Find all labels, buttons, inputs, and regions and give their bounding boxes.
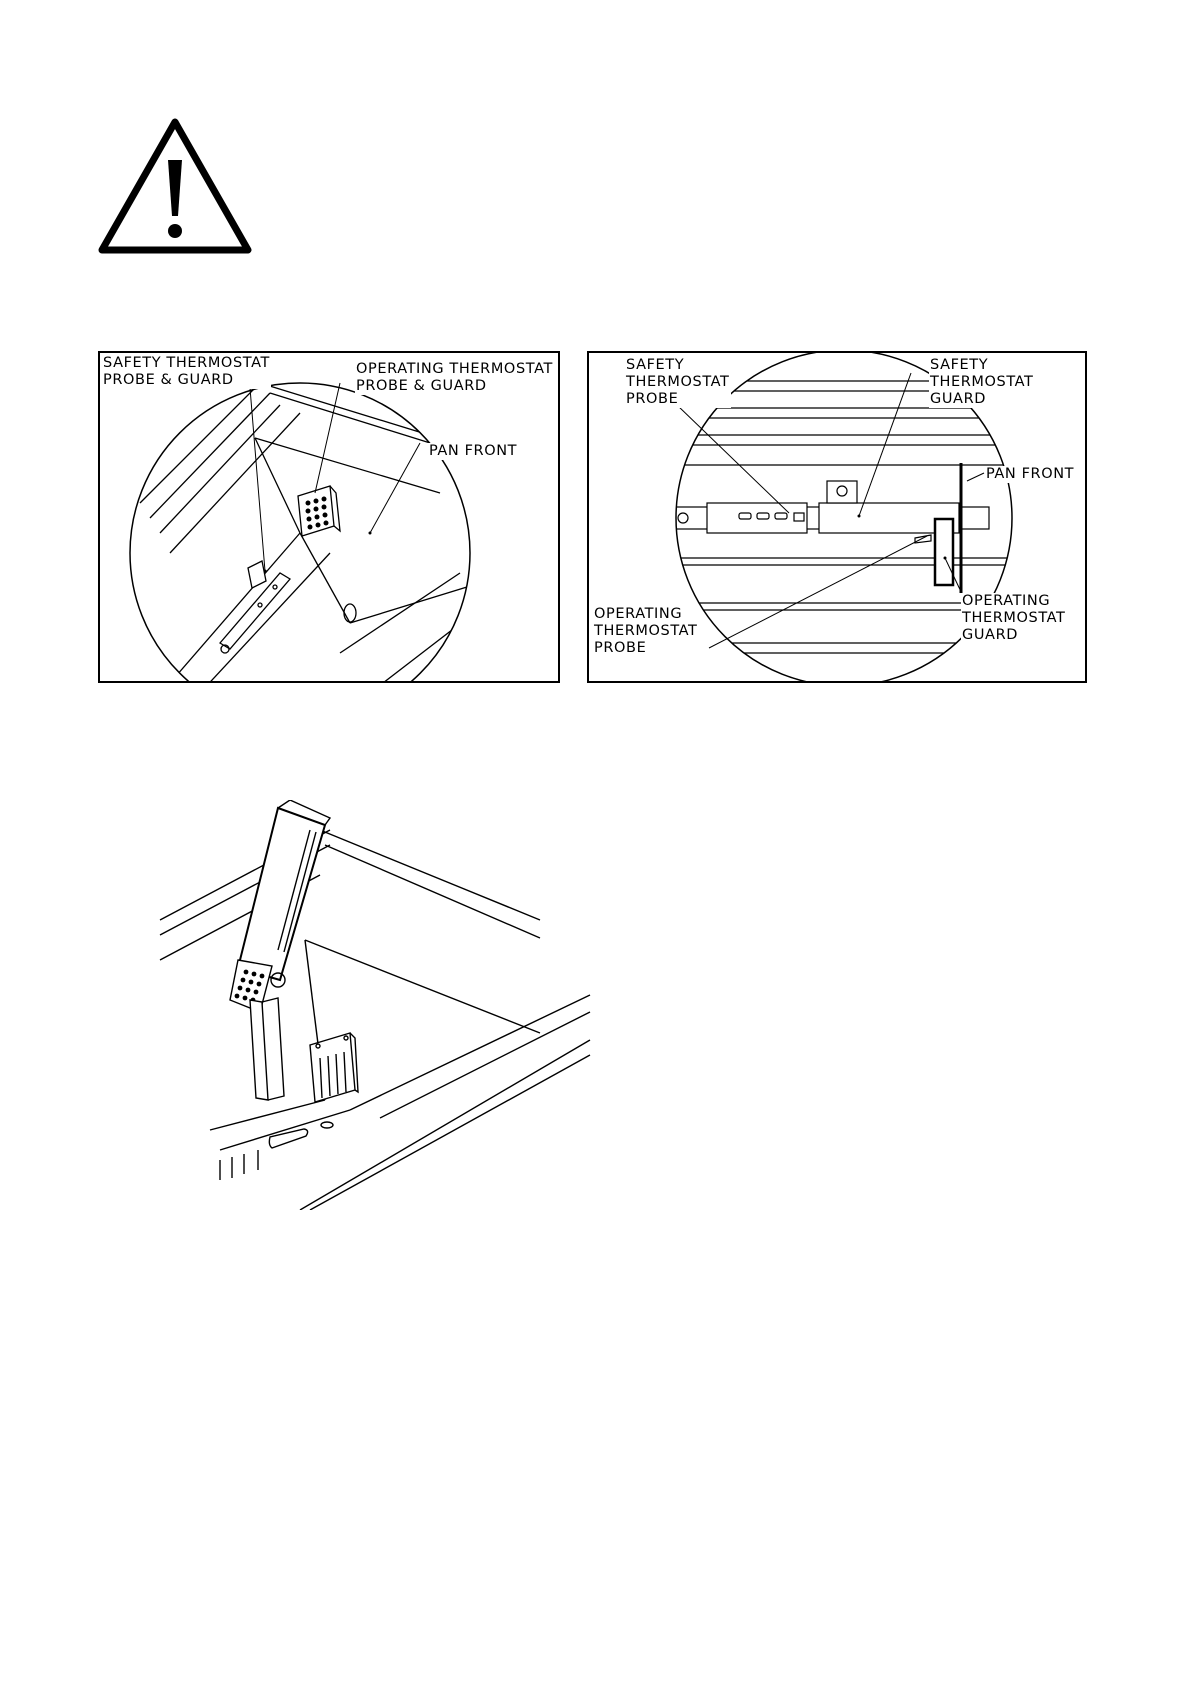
- warning-triangle-icon: [98, 116, 252, 256]
- label-operating-thermostat-guard: OPERATING THERMOSTAT GUARD: [962, 593, 1066, 643]
- label-safety-thermostat-probe-guard: SAFETY THERMOSTAT PROBE & GUARD: [103, 355, 270, 388]
- figure-left-panel: [98, 351, 560, 683]
- probe-raised-drawing: [150, 800, 600, 1210]
- pan-detail-drawing-left: [100, 353, 560, 683]
- figure-right-panel: [587, 351, 1087, 683]
- label-operating-thermostat-probe: OPERATING THERMOSTAT PROBE: [594, 606, 698, 656]
- label-pan-front-left: PAN FRONT: [429, 443, 518, 459]
- label-operating-thermostat-probe-guard: OPERATING THERMOSTAT PROBE & GUARD: [356, 361, 553, 394]
- label-pan-front-right: PAN FRONT: [986, 466, 1075, 482]
- label-safety-thermostat-probe: SAFETY THERMOSTAT PROBE: [626, 357, 730, 407]
- label-safety-thermostat-guard: SAFETY THERMOSTAT GUARD: [930, 357, 1034, 407]
